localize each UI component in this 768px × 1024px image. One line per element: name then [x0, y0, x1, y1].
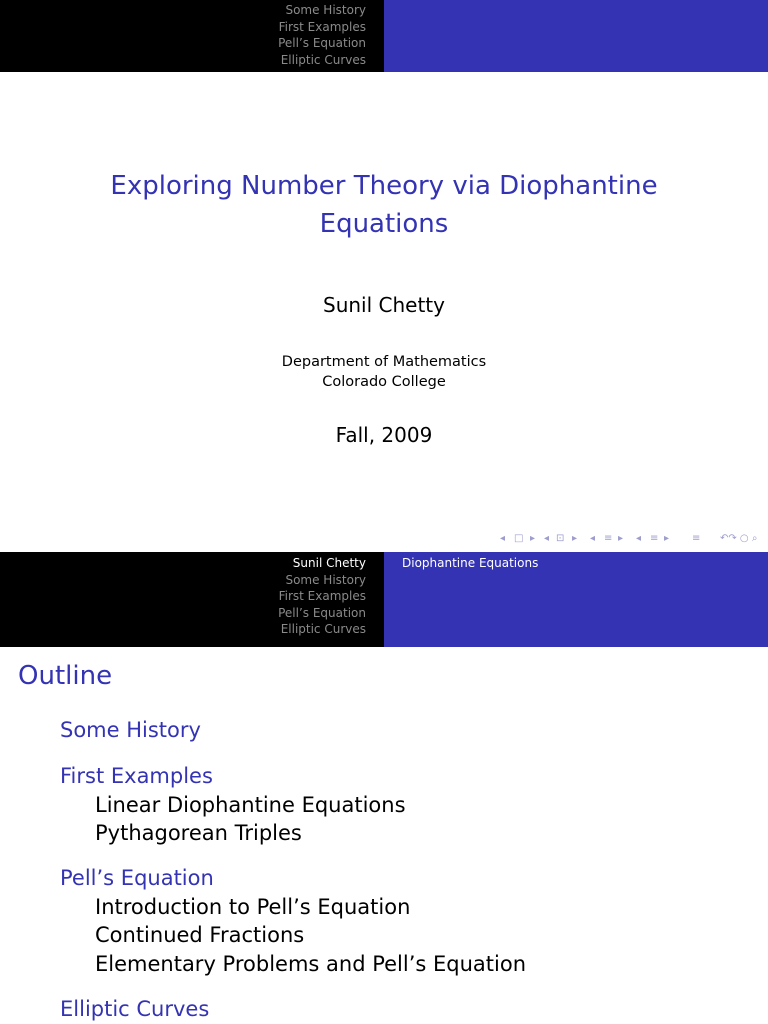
author-name: Sunil Chetty — [323, 293, 445, 317]
section-nav — [278, 555, 366, 638]
short-title: Diophantine Equations — [402, 556, 539, 570]
next-frame-icon[interactable]: ▸ — [530, 533, 536, 544]
nav-pells-equation[interactable]: Pell’s Equation — [278, 36, 366, 50]
slide1-header — [0, 0, 768, 72]
subsection-icon[interactable]: ⊡ — [556, 533, 565, 544]
nav-elliptic-curves[interactable]: Elliptic Curves — [280, 622, 366, 636]
section-nav — [278, 2, 366, 68]
nav-first-examples[interactable]: First Examples — [278, 589, 366, 603]
prev-subsection-icon[interactable]: ◂ — [544, 533, 550, 544]
outline-subsection[interactable]: Pythagorean Triples — [95, 821, 302, 845]
title-line-2: Equations — [319, 209, 449, 239]
prev-part-icon[interactable]: ◂ — [636, 533, 642, 544]
outline-subsection[interactable]: Introduction to Pell’s Equation — [95, 895, 411, 919]
header-title-panel — [384, 552, 768, 647]
outline-section-first-examples[interactable]: First Examples — [60, 764, 213, 788]
header-author: Sunil Chetty — [292, 556, 366, 570]
next-part-icon[interactable]: ▸ — [664, 533, 670, 544]
search-back-icon[interactable]: ↶↷ ○ ⌕ — [720, 533, 758, 544]
presentation-title — [0, 167, 768, 243]
nav-some-history[interactable]: Some History — [285, 3, 366, 17]
presentation-date: Fall, 2009 — [335, 423, 433, 447]
college: Colorado College — [322, 374, 446, 390]
nav-elliptic-curves[interactable]: Elliptic Curves — [280, 52, 366, 67]
outline-subsection[interactable]: Continued Fractions — [95, 923, 305, 947]
frame-icon[interactable]: □ — [514, 533, 524, 544]
prev-section-icon[interactable]: ◂ — [590, 533, 596, 544]
nav-some-history[interactable]: Some History — [285, 572, 366, 587]
document-icon[interactable]: ≡ — [692, 533, 701, 544]
outline-subsection[interactable]: Elementary Problems and Pell’s Equation — [95, 952, 527, 976]
slide2-header — [0, 552, 768, 647]
prev-frame-icon[interactable]: ◂ — [500, 533, 506, 544]
outline-subsection[interactable]: Linear Diophantine Equations — [95, 793, 406, 817]
header-nav-panel — [0, 0, 384, 72]
header-title-panel — [384, 0, 768, 72]
outline-section-pells-equation[interactable]: Pell’s Equation — [60, 866, 214, 890]
department: Department of Mathematics — [281, 354, 487, 370]
outline-section-elliptic-curves[interactable]: Elliptic Curves — [60, 997, 210, 1021]
navigation-symbols — [500, 532, 764, 546]
header-nav-panel — [0, 552, 384, 647]
next-section-icon[interactable]: ▸ — [618, 533, 624, 544]
frame-title: Outline — [18, 661, 113, 691]
nav-pells-equation[interactable]: Pell’s Equation — [278, 605, 366, 620]
nav-first-examples[interactable]: First Examples — [278, 19, 366, 34]
title-line-1: Exploring Number Theory via Diophantine — [110, 171, 658, 201]
next-subsection-icon[interactable]: ▸ — [572, 533, 578, 544]
section-icon[interactable]: ≡ — [604, 533, 613, 544]
part-icon[interactable]: ≡ — [650, 533, 659, 544]
institution — [0, 352, 768, 392]
outline-section-some-history[interactable]: Some History — [60, 718, 201, 742]
